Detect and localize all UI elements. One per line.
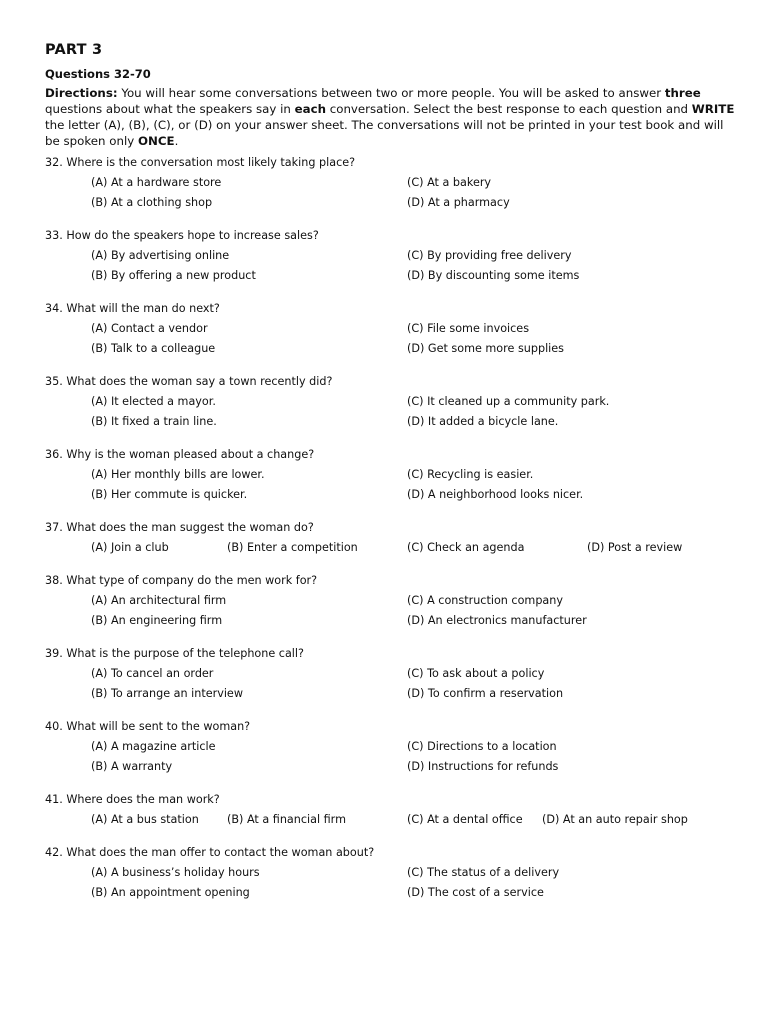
- directions: [45, 85, 735, 149]
- question-text: 41. Where does the man work?: [45, 793, 220, 806]
- directions-text: You will hear some conversations between two or more people. You will be asked to answer: [117, 86, 665, 100]
- option-b: (B) At a clothing shop: [91, 196, 213, 209]
- option-c: (C) Recycling is easier.: [407, 468, 534, 481]
- question-text: 39. What is the purpose of the telephone call?: [45, 647, 304, 660]
- option-a: (A) A business’s holiday hours: [91, 866, 260, 879]
- option-b: (B) Enter a competition: [227, 541, 358, 554]
- option-d: (D) To confirm a reservation: [407, 687, 564, 700]
- option-d: (D) At a pharmacy: [407, 196, 510, 209]
- option-d: (D) A neighborhood looks nicer.: [407, 488, 584, 501]
- directions-emphasis: WRITE: [691, 102, 735, 116]
- answer-options: [45, 662, 735, 702]
- question-text: 33. How do the speakers hope to increase sales?: [45, 229, 319, 242]
- option-d: (D) By discounting some items: [407, 269, 580, 282]
- directions-emphasis: three: [664, 86, 701, 100]
- option-d: (D) Instructions for refunds: [407, 760, 559, 773]
- option-c: (C) The status of a delivery: [407, 866, 560, 879]
- directions-emphasis: ONCE: [137, 134, 175, 148]
- answer-options: [45, 536, 735, 556]
- directions-text: the letter (A), (B), (C), or (D) on your answer sheet. The conversations will not be printed in your test book and will be spoken only: [45, 118, 724, 148]
- answer-options: [45, 171, 735, 211]
- answer-options: [45, 463, 735, 503]
- option-a: (A) It elected a mayor.: [91, 395, 216, 408]
- question-39: [45, 645, 735, 702]
- option-c: (C) Directions to a location: [407, 740, 557, 753]
- question-text: 37. What does the man suggest the woman do?: [45, 521, 314, 534]
- answer-options: [45, 390, 735, 430]
- questions-range: Questions 32-70: [45, 67, 151, 81]
- directions-text: questions about what the speakers say in: [45, 102, 295, 116]
- question-41: [45, 791, 735, 828]
- question-text: 32. Where is the conversation most likely taking place?: [45, 156, 356, 169]
- option-b: (B) At a financial firm: [227, 813, 346, 826]
- question-37: [45, 519, 735, 556]
- option-b: (B) By offering a new product: [91, 269, 256, 282]
- option-c: (C) To ask about a policy: [407, 667, 545, 680]
- question-38: [45, 572, 735, 629]
- option-d: (D) Post a review: [587, 541, 683, 554]
- option-a: (A) A magazine article: [91, 740, 216, 753]
- option-a: (A) Contact a vendor: [91, 322, 208, 335]
- option-d: (D) An electronics manufacturer: [407, 614, 587, 627]
- option-c: (C) By providing free delivery: [407, 249, 572, 262]
- question-text: 36. Why is the woman pleased about a change?: [45, 448, 315, 461]
- option-d: (D) It added a bicycle lane.: [407, 415, 559, 428]
- answer-options: [45, 589, 735, 629]
- question-35: [45, 373, 735, 430]
- option-c: (C) It cleaned up a community park.: [407, 395, 610, 408]
- option-a: (A) To cancel an order: [91, 667, 214, 680]
- answer-options: [45, 244, 735, 284]
- option-b: (B) A warranty: [91, 760, 173, 773]
- question-text: 35. What does the woman say a town recently did?: [45, 375, 333, 388]
- option-a: (A) At a hardware store: [91, 176, 222, 189]
- question-36: [45, 446, 735, 503]
- option-b: (B) An engineering firm: [91, 614, 223, 627]
- question-40: [45, 718, 735, 775]
- option-a: (A) At a bus station: [91, 813, 199, 826]
- option-d: (D) Get some more supplies: [407, 342, 564, 355]
- question-text: 42. What does the man offer to contact the woman about?: [45, 846, 375, 859]
- question-33: [45, 227, 735, 284]
- answer-options: [45, 861, 735, 901]
- option-b: (B) An appointment opening: [91, 886, 250, 899]
- option-c: (C) At a bakery: [407, 176, 492, 189]
- answer-options: [45, 317, 735, 357]
- option-a: (A) An architectural firm: [91, 594, 227, 607]
- question-text: 38. What type of company do the men work for?: [45, 574, 318, 587]
- directions-label: Directions:: [45, 86, 118, 100]
- option-b: (B) It fixed a train line.: [91, 415, 217, 428]
- option-d: (D) At an auto repair shop: [542, 813, 688, 826]
- option-c: (C) Check an agenda: [407, 541, 525, 554]
- option-d: (D) The cost of a service: [407, 886, 544, 899]
- directions-text: .: [174, 134, 179, 148]
- option-a: (A) Her monthly bills are lower.: [91, 468, 265, 481]
- option-b: (B) To arrange an interview: [91, 687, 243, 700]
- answer-options: [45, 808, 735, 828]
- directions-text: conversation. Select the best response to each question and: [326, 102, 692, 116]
- option-a: (A) Join a club: [91, 541, 169, 554]
- option-a: (A) By advertising online: [91, 249, 230, 262]
- option-c: (C) File some invoices: [407, 322, 530, 335]
- question-32: [45, 154, 735, 211]
- test-page: [45, 40, 735, 901]
- question-text: 34. What will the man do next?: [45, 302, 220, 315]
- part-title: PART 3: [45, 42, 103, 58]
- question-text: 40. What will be sent to the woman?: [45, 720, 251, 733]
- question-42: [45, 844, 735, 901]
- directions-emphasis: each: [294, 102, 326, 116]
- option-c: (C) At a dental office: [407, 813, 523, 826]
- option-c: (C) A construction company: [407, 594, 563, 607]
- option-b: (B) Talk to a colleague: [91, 342, 216, 355]
- question-34: [45, 300, 735, 357]
- answer-options: [45, 735, 735, 775]
- option-b: (B) Her commute is quicker.: [91, 488, 248, 501]
